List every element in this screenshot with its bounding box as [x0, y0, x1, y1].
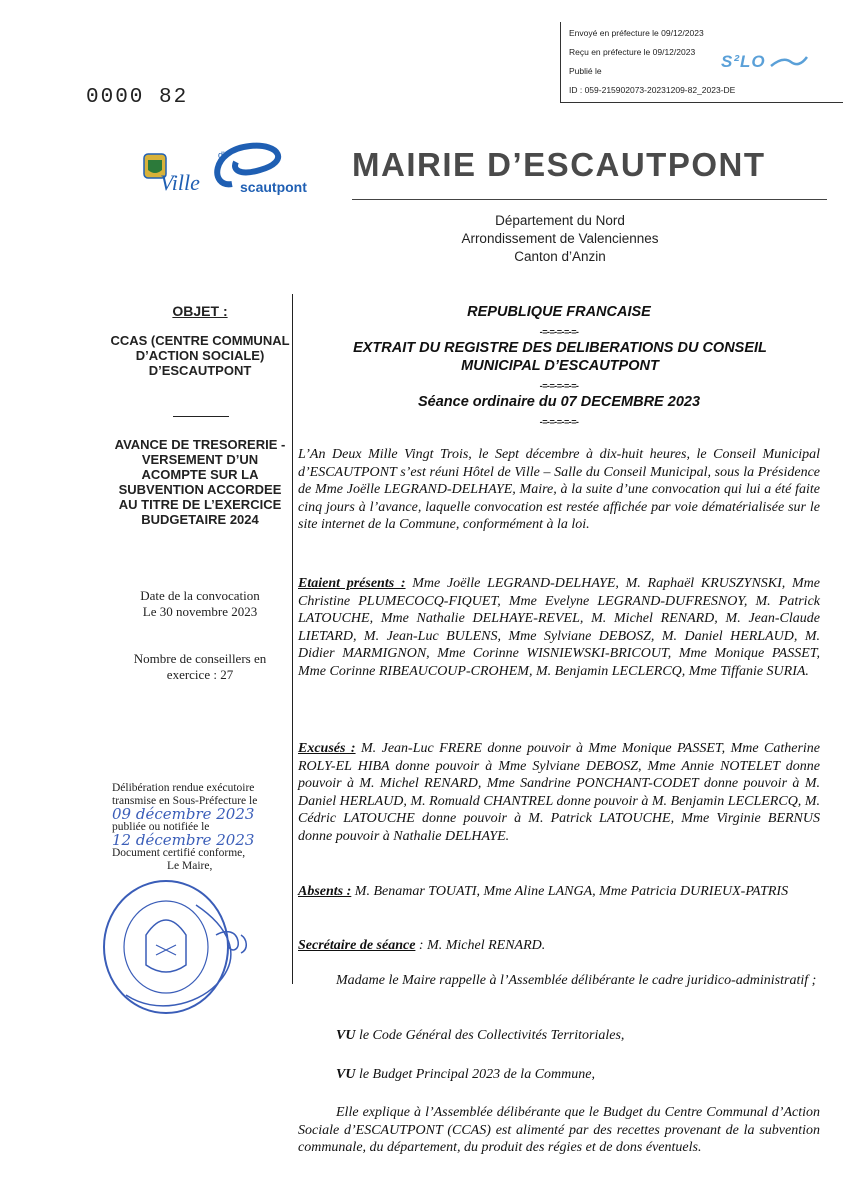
excuses-paragraph [298, 740, 820, 846]
secretaire-label: Secrétaire de séance [298, 938, 416, 953]
vu-budget [298, 1066, 820, 1084]
presents-list: Mme Joëlle LEGRAND-DELHAYE, M. Raphaël KRUSZYNSKI, Mme Christine PLUMECOCQ-FIQUET, Mme Evelyne LEGRAND-DUFRESNOY, M. Patrick LATOUCHE, Mme Nathalie DELHAYE-REVEL, M. Michel RENARD, M. Jean-Claude LIETARD, M. Jean-Luc BULENS, Mme Sylviane DEBOSZ, M. Daniel HERLAUD, M. Didier MARMIGNON, Mme Corinne WISNIEWSKI-BRICOUT, Mme Monique PASSET, Mme Corinne RIBEAUCOUP-CROHEM, M. Benjamin LECLERCQ, Mme Tiffanie SURIA. [298, 576, 820, 679]
decorative-separator-1: -=-=-=-=-=- [539, 327, 579, 337]
department-line: Département du Nord [495, 213, 625, 228]
councillors-value: exercice : 27 [166, 667, 234, 682]
prefecture-stamp [560, 22, 843, 103]
vu-label: VU [336, 1067, 356, 1082]
seance-heading: Séance ordinaire du 07 DECEMBRE 2023 [417, 394, 701, 410]
vu-budget-text: le Budget Principal 2023 de la Commune, [355, 1067, 595, 1082]
absents-paragraph [298, 883, 820, 901]
slo-logo: S²LO [721, 52, 766, 71]
rappel-paragraph: Madame le Maire rappelle à l’Assemblée délibérante le cadre juridico-administratif ; [336, 973, 817, 988]
convocation-value: Le 30 novembre 2023 [142, 604, 258, 619]
mairie-seal-stamp [96, 865, 266, 1025]
absents-list: M. Benamar TOUATI, Mme Aline LANGA, Mme Patricia DURIEUX-PATRIS [354, 884, 789, 899]
page-title: MAIRIE D’ESCAUTPONT [352, 146, 766, 183]
handwritten-date-2: 12 décembre 2023 [112, 831, 255, 849]
ville-escautpont-logo [140, 140, 320, 200]
department-block [390, 212, 730, 266]
svg-text:d': d' [218, 150, 225, 160]
decorative-separator-2: -=-=-=-=-=- [539, 381, 579, 391]
canton-line: Canton d’Anzin [514, 249, 606, 264]
objet-heading: OBJET : [172, 303, 228, 319]
convocation-label: Date de la convocation [140, 588, 260, 603]
intro-paragraph: L’An Deux Mille Vingt Trois, le Sept décembre à dix-huit heures, le Conseil Municipal d’ESCAUTPONT s’est réuni Hôtel de Ville – Salle du Conseil Municipal, sous la Présidence de Mme Joëlle LEGRAND-DELHAYE, Maire, à la suite d’une convocation qui lui a été faite cinq jours à l’avance, laquelle convocation est restée affichée par voie dématérialisée sur le site internet de la Commune, conformément à la loi. [298, 447, 820, 533]
delib-line-1: Délibération rendue exécutoire [112, 782, 255, 794]
councillors-count [110, 651, 290, 683]
delib-line-4: Document certifié conforme, [112, 847, 246, 859]
arrondissement-line: Arrondissement de Valenciennes [461, 231, 659, 246]
title-divider [352, 199, 827, 200]
stamp-sent-line: Envoyé en préfecture le 09/12/2023 [569, 28, 704, 38]
svg-text:scautpont: scautpont [240, 179, 307, 195]
column-divider [292, 294, 293, 984]
delib-line-2: transmise en Sous-Préfecture le [112, 795, 258, 807]
objet-ccas: CCAS (CENTRE COMMUNAL D’ACTION SOCIALE) D’ESCAUTPONT [110, 333, 290, 378]
handwritten-date-1: 09 décembre 2023 [112, 805, 255, 823]
excuses-list: M. Jean-Luc FRERE donne pouvoir à Mme Monique PASSET, Mme Catherine ROLY-EL HIBA donne pouvoir à Mme Sylviane DEBOSZ, Mme Annie NOTELET donne pouvoir à M. Michel RENARD, Mme Sandrine PONCHANT-CODET donne pouvoir à M. Daniel HERLAUD, M. Romuald CHANTREL donne pouvoir à M. Benjamin LECLERCQ, M. Cédric LATOUCHE donne pouvoir à M. Patrick LATOUCHE, Mme Virginie BERNUS donne pouvoir à Nathalie DELHAYE. [298, 741, 821, 844]
delib-line-5: Le Maire, [167, 860, 213, 872]
stamp-published-line: Publié le [569, 66, 602, 76]
slo-swoosh-icon [769, 54, 809, 70]
presents-paragraph [298, 575, 820, 681]
absents-label: Absents : [298, 884, 352, 899]
extrait-heading: EXTRAIT DU REGISTRE DES DELIBERATIONS DU CONSEIL MUNICIPAL D’ESCAUTPONT [353, 340, 767, 374]
svg-text:Ville: Ville [160, 170, 200, 195]
decorative-separator-3: -=-=-=-=-=- [539, 417, 579, 427]
vu-cgct-text: le Code Général des Collectivités Territoriales, [355, 1028, 625, 1043]
convocation-date [110, 588, 290, 620]
delib-line-3: publiée ou notifiée le [112, 821, 210, 833]
secretaire-paragraph [298, 937, 820, 955]
presents-label: Etaient présents : [298, 576, 406, 591]
secretaire-name: : M. Michel RENARD. [415, 938, 546, 953]
signature-block [112, 782, 297, 873]
councillors-label: Nombre de conseillers en [133, 651, 267, 666]
stamp-received-line: Reçu en préfecture le 09/12/2023 [569, 47, 696, 57]
left-divider [173, 416, 229, 417]
stamp-id-line: ID : 059-215902073-20231209-82_2023-DE [569, 85, 736, 95]
explique-paragraph: Elle explique à l’Assemblée délibérante que le Budget du Centre Communal d’Action Sociale d’ESCAUTPONT (CCAS) est alimenté par des recettes provenant de la subvention communale, du département, du produit des régies et de dons éventuels. [298, 1105, 820, 1156]
objet-description: AVANCE DE TRESORERIE - VERSEMENT D’UN ACOMPTE SUR LA SUBVENTION ACCORDEE AU TITRE DE L’EXERCICE BUDGETAIRE 2024 [114, 437, 286, 527]
document-number: 0000 82 [86, 86, 189, 109]
vu-label: VU [336, 1028, 356, 1043]
vu-cgct [298, 1027, 820, 1045]
republique-heading: REPUBLIQUE FRANCAISE [467, 304, 651, 320]
excuses-label: Excusés : [298, 741, 356, 756]
